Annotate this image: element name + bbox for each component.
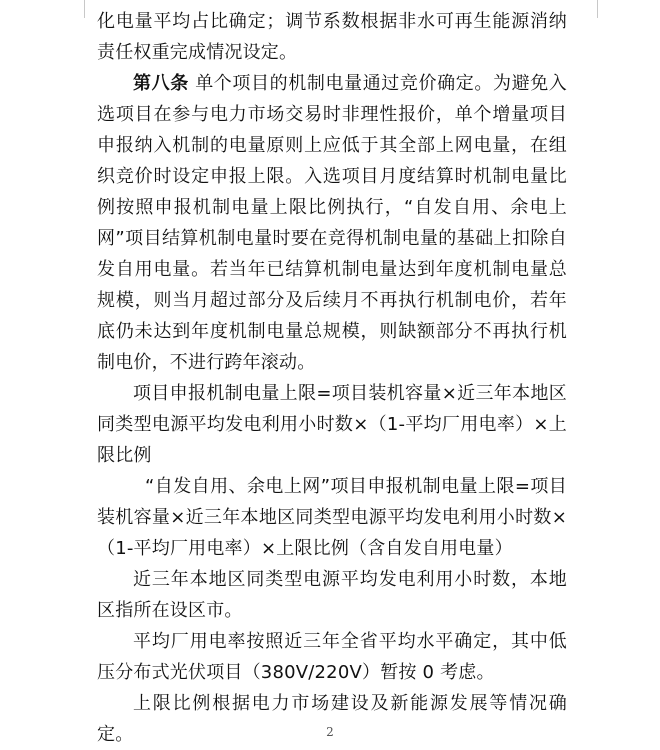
article-eight-paragraph — [97, 68, 567, 378]
document-body — [97, 6, 567, 750]
paragraph-text: 平均厂用电率按照近三年全省平均水平确定，其中低压分布式光伏项目（380V/220V）暂按 0 考虑。 — [97, 631, 567, 683]
formula-paragraph-self-use — [97, 471, 567, 564]
paragraph-text: “自发自用、余电上网”项目申报机制电量上限=项目装机容量×近三年本地区同类型电源平均发电利用小时数×（1-平均厂用电率）×上限比例（含自发自用电量） — [97, 476, 567, 559]
ratio-paragraph — [97, 688, 567, 750]
paragraph-text: 化电量平均占比确定；调节系数根据非水可再生能源消纳责任权重完成情况设定。 — [97, 11, 567, 63]
paragraph-text: 单个项目的机制电量通过竞价确定。为避免入选项目在参与电力市场交易时非理性报价，单个增量项目申报纳入机制的电量原则上应低于其全部上网电量，在组织竞价时设定申报上限。入选项目月度结算时机制电量比例按照申报机制电量上限比例执行，“自发自用、余电上网”项目结算机制电量时要在竞得机制电量的基础上扣除自发自用电量。若当年已结算机制电量达到年度机制电量总规模，则当月超过部分及后续月不再执行机制电价，若年底仍未达到年度机制电量总规模，则缺额部分不再执行机制电价，不进行跨年滚动。 — [97, 73, 568, 373]
paragraph-text: 近三年本地区同类型电源平均发电利用小时数，本地区指所在设区市。 — [97, 569, 567, 621]
plant-use-rate-paragraph — [97, 626, 567, 688]
definition-paragraph — [97, 564, 567, 626]
margin-mark-right — [597, 0, 598, 18]
formula-paragraph — [97, 378, 567, 471]
paragraph-continuation — [97, 6, 567, 68]
paragraph-text: 项目申报机制电量上限=项目装机容量×近三年本地区同类型电源平均发电利用小时数×（1-平均厂用电率）×上限比例 — [97, 383, 567, 466]
page-number: 2 — [326, 725, 334, 739]
article-heading: 第八条 — [133, 73, 189, 94]
margin-mark-left — [84, 0, 85, 18]
paragraph-text: 上限比例根据电力市场建设及新能源发展等情况确定。 — [97, 693, 567, 745]
